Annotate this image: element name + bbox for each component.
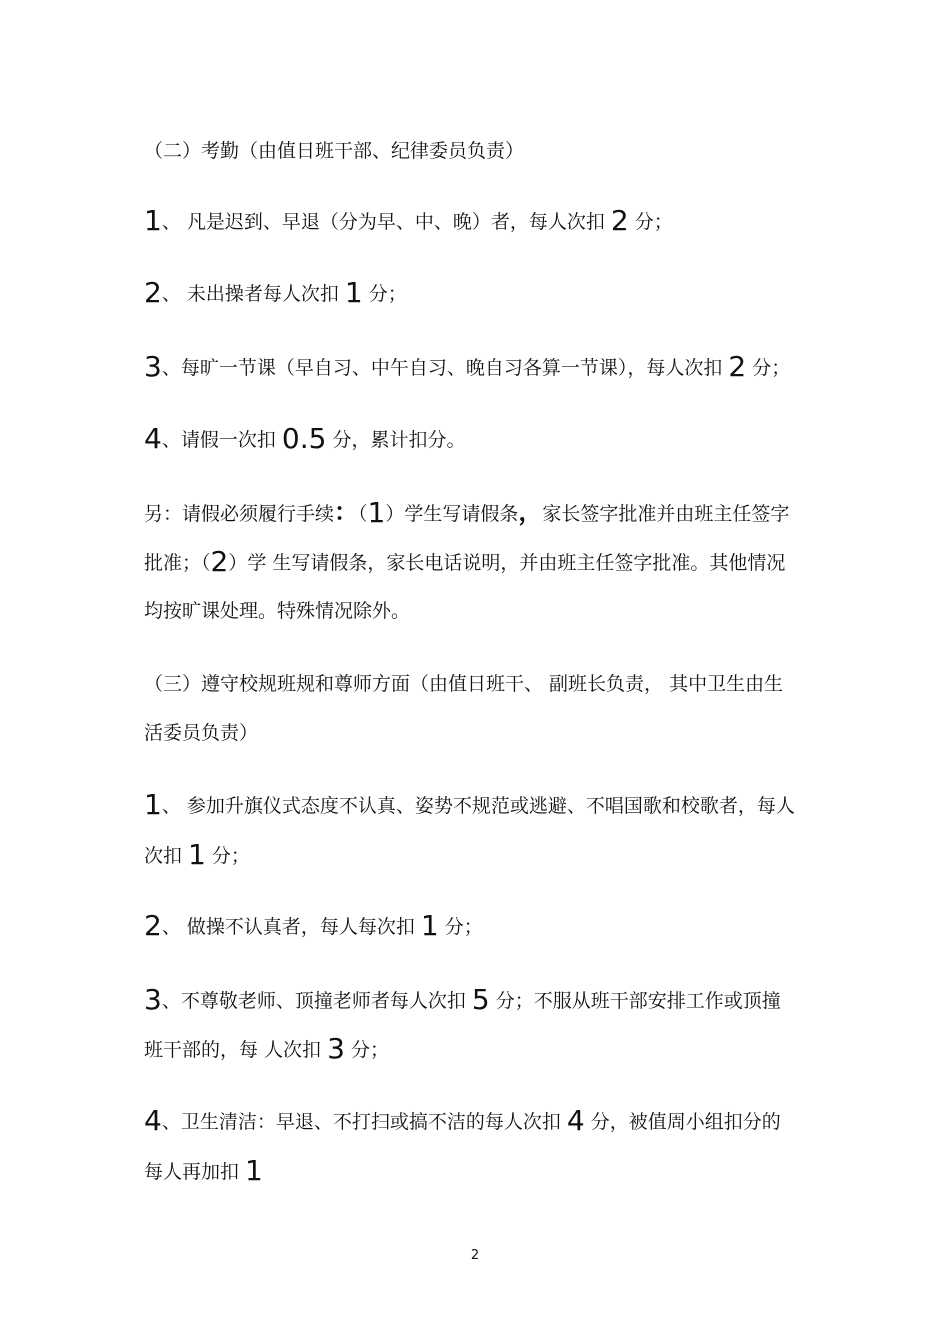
item-number: 3 [144,350,162,383]
item-number: 1 [144,788,162,821]
page-number: 2 [470,1248,480,1263]
rule-item-exercise-absence: 2、 未出操者每人次扣 1 分； [144,276,407,309]
points-value: 5 [471,983,490,1016]
points-value: 0.5 [281,422,327,455]
item-number: 1 [144,204,162,237]
rule-item-hygiene: 4、卫生清洁：早退、不打扫或搞不洁的每人次扣 4 分，被值周小组扣分的 [144,1104,781,1137]
section-heading-school-rules: （三）遵守校规班规和尊师方面（由值日班干、 副班长负责， 其中卫生由生 [144,673,784,695]
leave-note-line-3: 均按旷课处理。特殊情况除外。 [144,600,411,622]
item-number: 4 [144,422,162,455]
points-value: 1 [245,1154,263,1187]
leave-note-line-2: 批准；（2）学 生写请假条，家长电话说明，并由班主任签字批准。其他情况 [144,545,786,578]
rule-item-flag-ceremony-cont: 次扣 1 分； [144,838,250,871]
points-value: 2 [610,204,629,237]
rule-item-truancy: 3、每旷一节课（早自习、中午自习、晚自习各算一节课），每人次扣 2 分； [144,350,791,383]
points-value: 1 [344,276,363,309]
points-value: 2 [728,350,747,383]
rule-item-late: 1、 凡是迟到、早退（分为早、中、晚）者，每人次扣 2 分； [144,204,673,237]
rule-item-exercise-attitude: 2、 做操不认真者，每人每次扣 1 分； [144,909,483,942]
rule-item-respect: 3、不尊敬老师、顶撞老师者每人次扣 5 分；不服从班干部安排工作或顶撞 [144,983,781,1016]
item-number: 3 [144,983,162,1016]
rule-item-flag-ceremony: 1、 参加升旗仪式态度不认真、姿势不规范或逃避、不唱国歌和校歌者，每人 [144,788,795,821]
points-value: 1 [420,909,439,942]
section-heading-attendance: （二）考勤（由值日班干部、纪律委员负责） [144,140,525,162]
rule-item-respect-cont: 班干部的，每 人次扣 3 分； [144,1032,389,1065]
item-number: 2 [144,909,162,942]
rule-item-hygiene-cont: 每人再加扣 1 [144,1154,263,1187]
points-value: 1 [188,838,206,871]
rule-item-leave: 4、请假一次扣 0.5 分，累计扣分。 [144,422,466,455]
item-number: 4 [144,1104,162,1137]
section-heading-school-rules-cont: 活委员负责） [144,722,259,744]
points-value: 3 [327,1032,345,1065]
points-value: 4 [566,1104,585,1137]
item-number: 2 [144,276,162,309]
leave-note-line-1: 另：请假必须履行手续：（1）学生写请假条，家长签字批准并由班主任签字 [144,496,790,529]
